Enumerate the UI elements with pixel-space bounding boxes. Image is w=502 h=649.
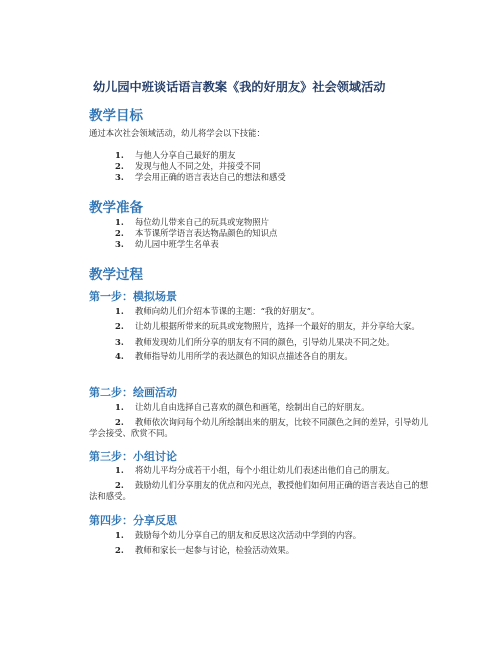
section-heading-process: 教学过程 [89, 267, 143, 283]
list-item: 1. 将幼儿平均分成若干小组，每个小组让幼儿们表述出他们自己的朋友。 [115, 465, 395, 475]
step-heading-3: 第三步：小组讨论 [89, 450, 177, 463]
section-heading-preparation: 教学准备 [89, 200, 143, 216]
section-heading-goals: 教学目标 [89, 108, 143, 124]
list-item: 1. 让幼儿自由选择自己喜欢的颜色和画笔，绘制出自己的好朋友。 [115, 402, 370, 412]
list-item: 3. 学会用正确的语言表达自己的想法和感受 [115, 172, 286, 182]
list-item: 3. 教师发现幼儿们所分享的朋友有不同的颜色，引导幼儿果决不同之处。 [115, 337, 395, 347]
preparation-list [89, 217, 434, 250]
step-heading-4: 第四步：分享反思 [89, 514, 177, 527]
list-item: 2. 教师和家长一起参与讨论，检验活动效果。 [115, 545, 295, 555]
document-title: 幼儿园中班谈话语言教案《我的好朋友》社会领域活动 [93, 80, 386, 94]
step-3-list [89, 465, 434, 502]
list-item: 2. 发现与他人不同之处，并接受不同 [115, 161, 261, 171]
step-heading-1: 第一步：模拟场景 [89, 290, 177, 303]
list-item: 1. 每位幼儿带来自己的玩具或宠物照片 [115, 217, 269, 227]
list-item: 2. 本节课所学语言表达物品颜色的知识点 [115, 228, 278, 238]
step-4-list [89, 530, 434, 556]
list-item: 2. 让幼儿根据所带来的玩具或宠物照片，选择一个最好的朋友，并分享给大家。 [115, 321, 420, 331]
list-item: 1. 教师向幼儿们介绍本节课的主题：“我的好朋友”。 [115, 306, 320, 316]
list-item: 4. 教师指导幼儿用所学的表达颜色的知识点描述各自的朋友。 [115, 351, 353, 361]
step-1-list [89, 306, 434, 362]
list-item: 2. 教师依次询问每个幼儿所绘制出来的朋友，比较不同颜色之间的差异，引导幼儿学会接受、欣赏不同。 [89, 417, 429, 438]
goals-intro: 通过本次社会领域活动，幼儿将学会以下技能： [89, 128, 265, 138]
list-item: 3. 幼儿园中班学生名单表 [115, 239, 219, 249]
list-item: 2. 鼓励幼儿们分享朋友的优点和闪光点，教授他们如何用正确的语言表达自己的想法和感受。 [89, 480, 429, 501]
step-heading-2: 第二步：绘画活动 [89, 386, 177, 399]
step-2-list [89, 402, 434, 439]
list-item: 1. 鼓励每个幼儿分享自己的朋友和反思这次活动中学到的内容。 [115, 530, 362, 540]
list-item: 1. 与他人分享自己最好的朋友 [115, 150, 236, 160]
goals-list [89, 150, 434, 183]
